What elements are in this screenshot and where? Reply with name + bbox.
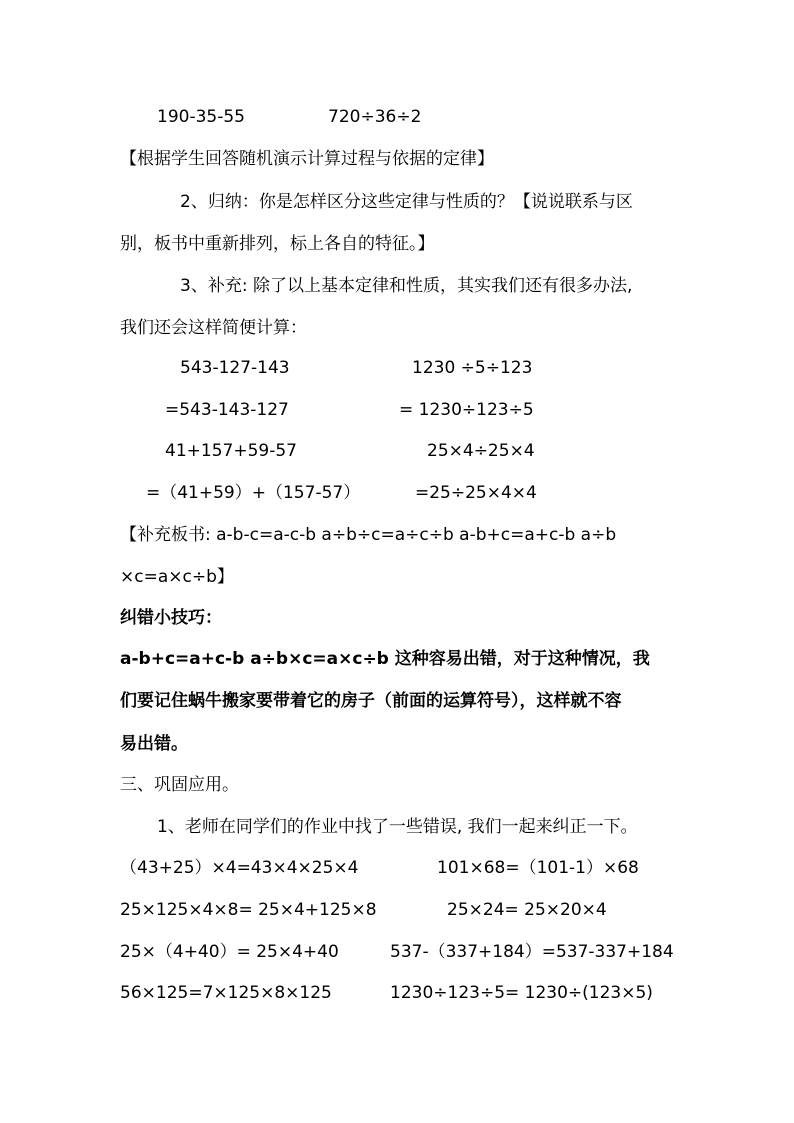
example-step: =（41+59）+（157-57） bbox=[146, 483, 361, 503]
section-heading-practice: 三、巩固应用。 bbox=[120, 775, 239, 795]
example-step: = 1230÷123÷5 bbox=[399, 400, 534, 420]
summary-paragraph: 2、归纳：你是怎样区分这些定律与性质的？【说说联系与区 bbox=[180, 192, 633, 212]
error-item: 25×24= 25×20×4 bbox=[447, 900, 607, 920]
summary-paragraph-cont: 别，板书中重新排列，标上各自的特征。】 bbox=[120, 234, 435, 254]
error-item: 537-（337+184）=537-337+184 bbox=[390, 942, 674, 962]
error-item: 25×125×4×8= 25×4+125×8 bbox=[120, 900, 377, 920]
section-heading-tips: 纠错小技巧： bbox=[120, 608, 222, 628]
example-expression: 41+157+59-57 bbox=[165, 441, 297, 461]
example-step: =25÷25×4×4 bbox=[415, 483, 537, 503]
example-step: =543-143-127 bbox=[165, 400, 289, 420]
tips-paragraph-cont: 们要记住蜗牛搬家要带着它的房子（前面的运算符号），这样就不容 bbox=[120, 691, 622, 711]
board-note-cont: ×c=a×c÷b】 bbox=[120, 567, 234, 587]
error-item: 56×125=7×125×8×125 bbox=[120, 983, 332, 1003]
expression-720: 720÷36÷2 bbox=[328, 107, 422, 127]
error-item: 1230÷123÷5= 1230÷(123×5) bbox=[390, 983, 653, 1003]
expression-190: 190-35-55 bbox=[157, 107, 245, 127]
example-expression: 543-127-143 bbox=[180, 358, 290, 378]
board-note: 【补充板书: a-b-c=a-c-b a÷b÷c=a÷c÷b a-b+c=a+c-b a÷b bbox=[120, 525, 617, 545]
practice-intro: 1、老师在同学们的作业中找了一些错误, 我们一起来纠正一下。 bbox=[157, 817, 638, 837]
error-item: 25×（4+40）= 25×4+40 bbox=[120, 942, 339, 962]
error-item: （43+25）×4=43×4×25×4 bbox=[120, 858, 359, 878]
tips-paragraph-end: 易出错。 bbox=[120, 734, 188, 754]
example-expression: 1230 ÷5÷123 bbox=[412, 358, 533, 378]
example-expression: 25×4÷25×4 bbox=[427, 441, 535, 461]
tips-paragraph: a-b+c=a+c-b a÷b×c=a×c÷b 这种容易出错，对于这种情况，我 bbox=[120, 649, 650, 669]
teaching-note: 【根据学生回答随机演示计算过程与依据的定律】 bbox=[120, 149, 494, 169]
supplement-paragraph: 3、补充: 除了以上基本定律和性质，其实我们还有很多办法, bbox=[180, 276, 633, 296]
error-item: 101×68=（101-1）×68 bbox=[437, 858, 639, 878]
supplement-paragraph-cont: 我们还会这样简便计算： bbox=[120, 318, 307, 338]
